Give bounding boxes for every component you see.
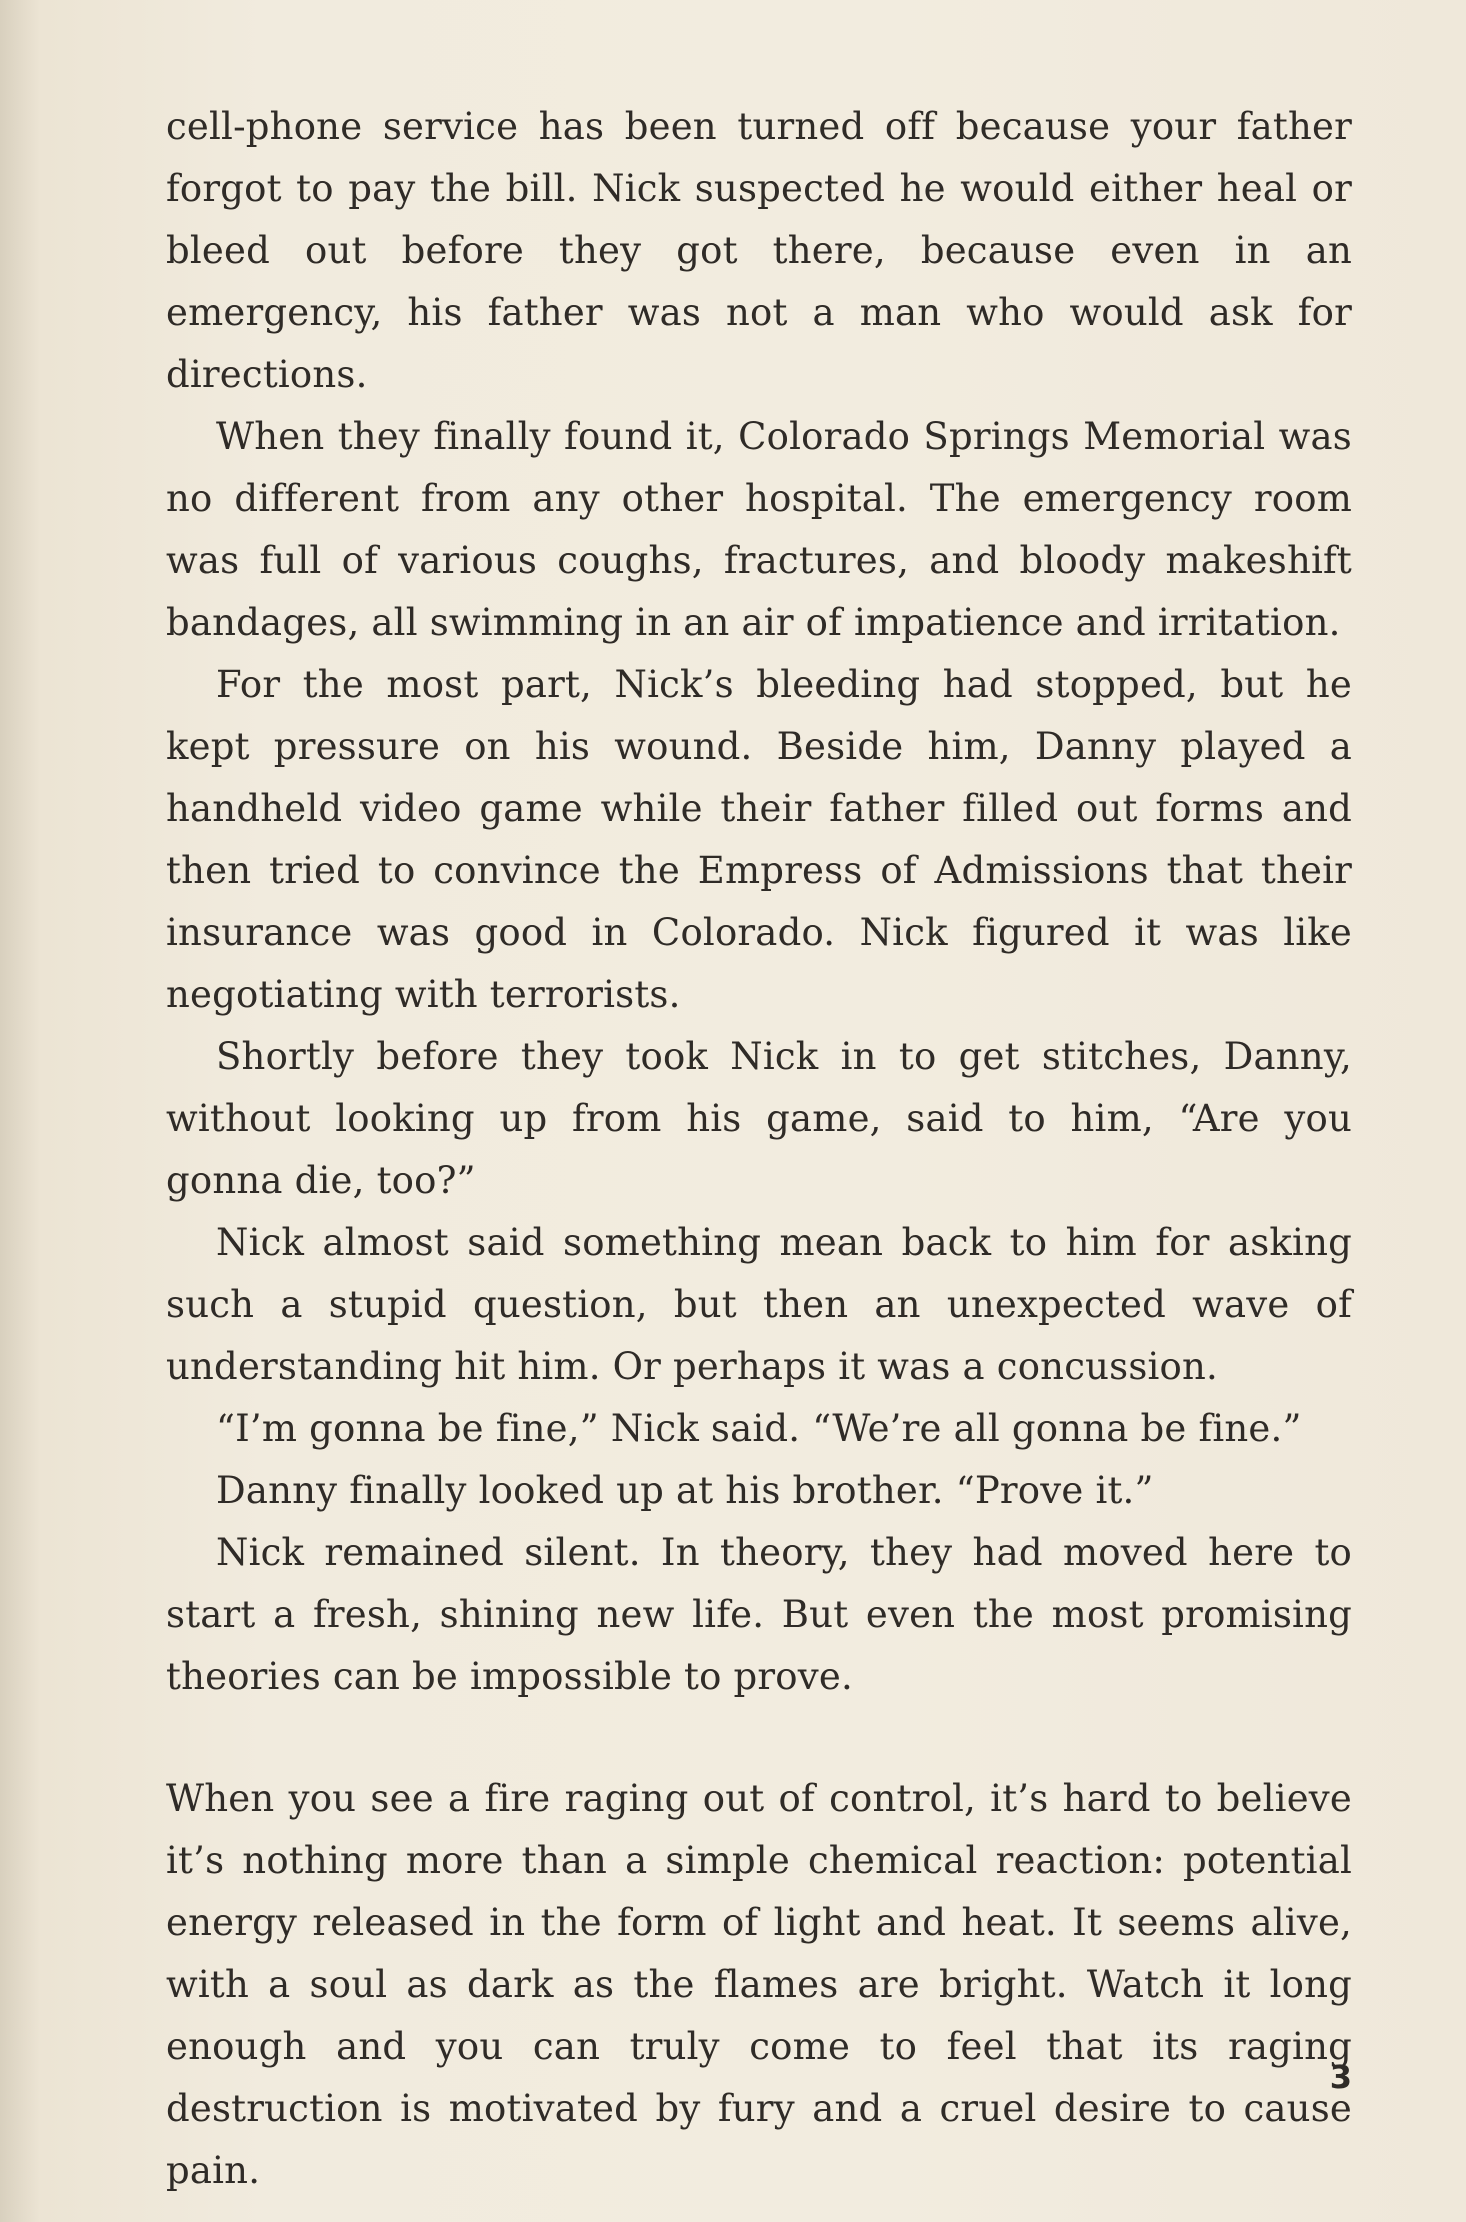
paragraph: Shortly before they took Nick in to get stitches, Danny, without looking up from his game, said to him, “Are you gonna die, too?” [166, 1035, 1352, 1202]
section-break [166, 1708, 1352, 1768]
paragraph: For the most part, Nick’s bleeding had stopped, but he kept pressure on his wound. Beside him, Danny played a handheld video game while their father filled out forms and then tried to convince the Empress of Admissions that their insurance was good in Colorado. Nick figured it was like negotiating with terrorists. [166, 663, 1352, 1016]
page-gutter-shadow [0, 0, 40, 2222]
paragraph: “I’m gonna be fine,” Nick said. “We’re all gonna be fine.” [216, 1407, 1302, 1450]
paragraph: Nick almost said something mean back to him for asking such a stupid question, but then an unexpected wave of understanding hit him. Or perhaps it was a concussion. [166, 1221, 1352, 1388]
page-number: 3 [1329, 2058, 1352, 2096]
paragraph: Nick remained silent. In theory, they had moved here to start a fresh, shining new life. But even the most promising theories can be impossible to prove. [166, 1531, 1352, 1698]
paragraph: cell-phone service has been turned off because your father forgot to pay the bill. Nick suspected he would either heal or bleed out before they got there, because even in an emergency, his father was not a man who would ask for directions. [166, 105, 1352, 396]
body-text [166, 96, 1352, 2202]
paragraph: When you see a fire raging out of control, it’s hard to believe it’s nothing more than a simple chemical reaction: potential energy released in the form of light and heat. It seems alive, with a soul as dark as the flames are bright. Watch it long enough and you can truly come to feel that its raging destruction is motivated by fury and a cruel desire to cause pain. [166, 1777, 1352, 2192]
paragraph: Danny finally looked up at his brother. “Prove it.” [216, 1469, 1154, 1512]
paragraph: When they finally found it, Colorado Springs Memorial was no different from any other hospital. The emergency room was full of various coughs, fractures, and bloody makeshift bandages, all swimming in an air of impatience and irritation. [166, 415, 1352, 644]
